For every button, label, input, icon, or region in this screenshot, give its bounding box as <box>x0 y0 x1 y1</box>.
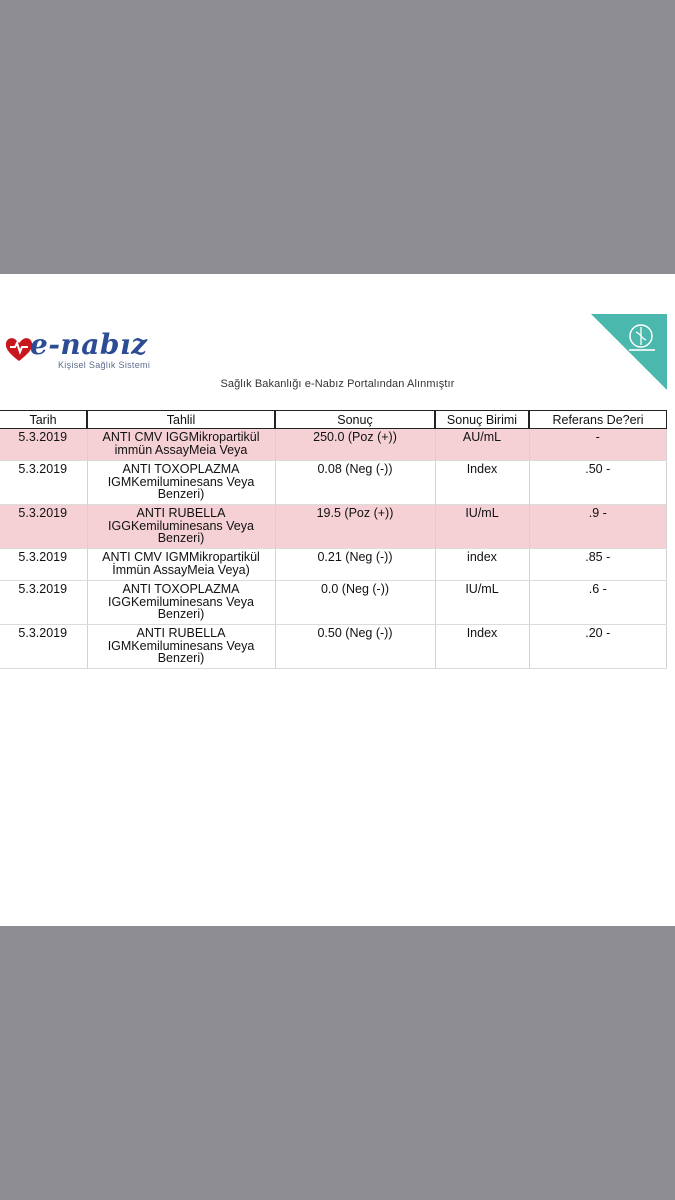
test-name-line: Benzeri) <box>157 651 205 665</box>
unit-cell: Index <box>435 461 529 505</box>
brand-name: e-nabız <box>30 328 148 361</box>
unit-cell: IU/mL <box>435 581 529 625</box>
table-row <box>0 581 667 625</box>
table-row <box>0 549 667 581</box>
table-header-row <box>0 411 667 429</box>
col-test-header: Tahlil <box>87 411 275 429</box>
test-cell <box>87 581 275 625</box>
test-name-line: ANTI TOXOPLAZMA <box>122 582 240 596</box>
date-cell: 5.3.2019 <box>0 461 87 505</box>
test-name-line: IGMKemiluminesans Veya <box>107 638 255 653</box>
table-row <box>0 505 667 549</box>
test-name-line: IGGKemiluminesans Veya <box>108 594 254 609</box>
col-date-header: Tarih <box>0 411 87 429</box>
test-name-line: Benzeri) <box>157 531 205 545</box>
reference-cell: .20 - <box>529 625 667 669</box>
col-unit-header: Sonuç Birimi <box>435 411 529 429</box>
reference-cell: - <box>529 429 667 461</box>
test-cell <box>87 461 275 505</box>
unit-cell: IU/mL <box>435 505 529 549</box>
test-cell <box>87 625 275 669</box>
test-cell <box>87 429 275 461</box>
portal-note: Sağlık Bakanlığı e-Nabız Portalından Alınmıştır <box>220 378 455 390</box>
test-name-line: ANTI RUBELLA <box>136 626 226 640</box>
col-result-header: Sonuç <box>275 411 435 429</box>
col-reference-header: Referans De?eri <box>529 411 667 429</box>
lab-results-table <box>0 410 667 669</box>
date-cell: 5.3.2019 <box>0 505 87 549</box>
test-name-line: Benzeri) <box>157 487 205 501</box>
result-cell: 250.0 (Poz (+)) <box>275 429 435 461</box>
test-name-line: ANTI CMV IGMMikropartikül <box>102 550 260 564</box>
unit-cell: index <box>435 549 529 581</box>
test-name-line: ANTI CMV IGGMikropartikül <box>102 430 260 444</box>
result-cell: 0.0 (Neg (-)) <box>275 581 435 625</box>
reference-cell: .85 - <box>529 549 667 581</box>
test-cell <box>87 505 275 549</box>
test-name-line: ANTI RUBELLA <box>136 506 226 520</box>
test-name-line: İmmün AssayMeia Veya) <box>112 562 250 577</box>
test-name-line: immün AssayMeia Veya <box>114 442 248 457</box>
result-cell: 0.21 (Neg (-)) <box>275 549 435 581</box>
reference-cell: .9 - <box>529 505 667 549</box>
result-cell: 19.5 (Poz (+)) <box>275 505 435 549</box>
date-cell: 5.3.2019 <box>0 625 87 669</box>
enabiz-logo <box>4 328 154 372</box>
brand-tagline: Kişisel Sağlık Sistemi <box>58 360 151 370</box>
date-cell: 5.3.2019 <box>0 549 87 581</box>
unit-cell: Index <box>435 625 529 669</box>
reference-cell: .50 - <box>529 461 667 505</box>
unit-cell: AU/mL <box>435 429 529 461</box>
test-name-line: IGMKemiluminesans Veya <box>107 474 255 489</box>
date-cell: 5.3.2019 <box>0 429 87 461</box>
table-row <box>0 429 667 461</box>
date-cell: 5.3.2019 <box>0 581 87 625</box>
test-name-line: Benzeri) <box>157 607 205 621</box>
reference-cell: .6 - <box>529 581 667 625</box>
table-row <box>0 625 667 669</box>
test-cell <box>87 549 275 581</box>
document-page <box>0 274 675 926</box>
table-row <box>0 461 667 505</box>
result-cell: 0.50 (Neg (-)) <box>275 625 435 669</box>
test-name-line: ANTI TOXOPLAZMA <box>122 462 240 476</box>
test-name-line: IGGKemiluminesans Veya <box>108 518 254 533</box>
result-cell: 0.08 (Neg (-)) <box>275 461 435 505</box>
